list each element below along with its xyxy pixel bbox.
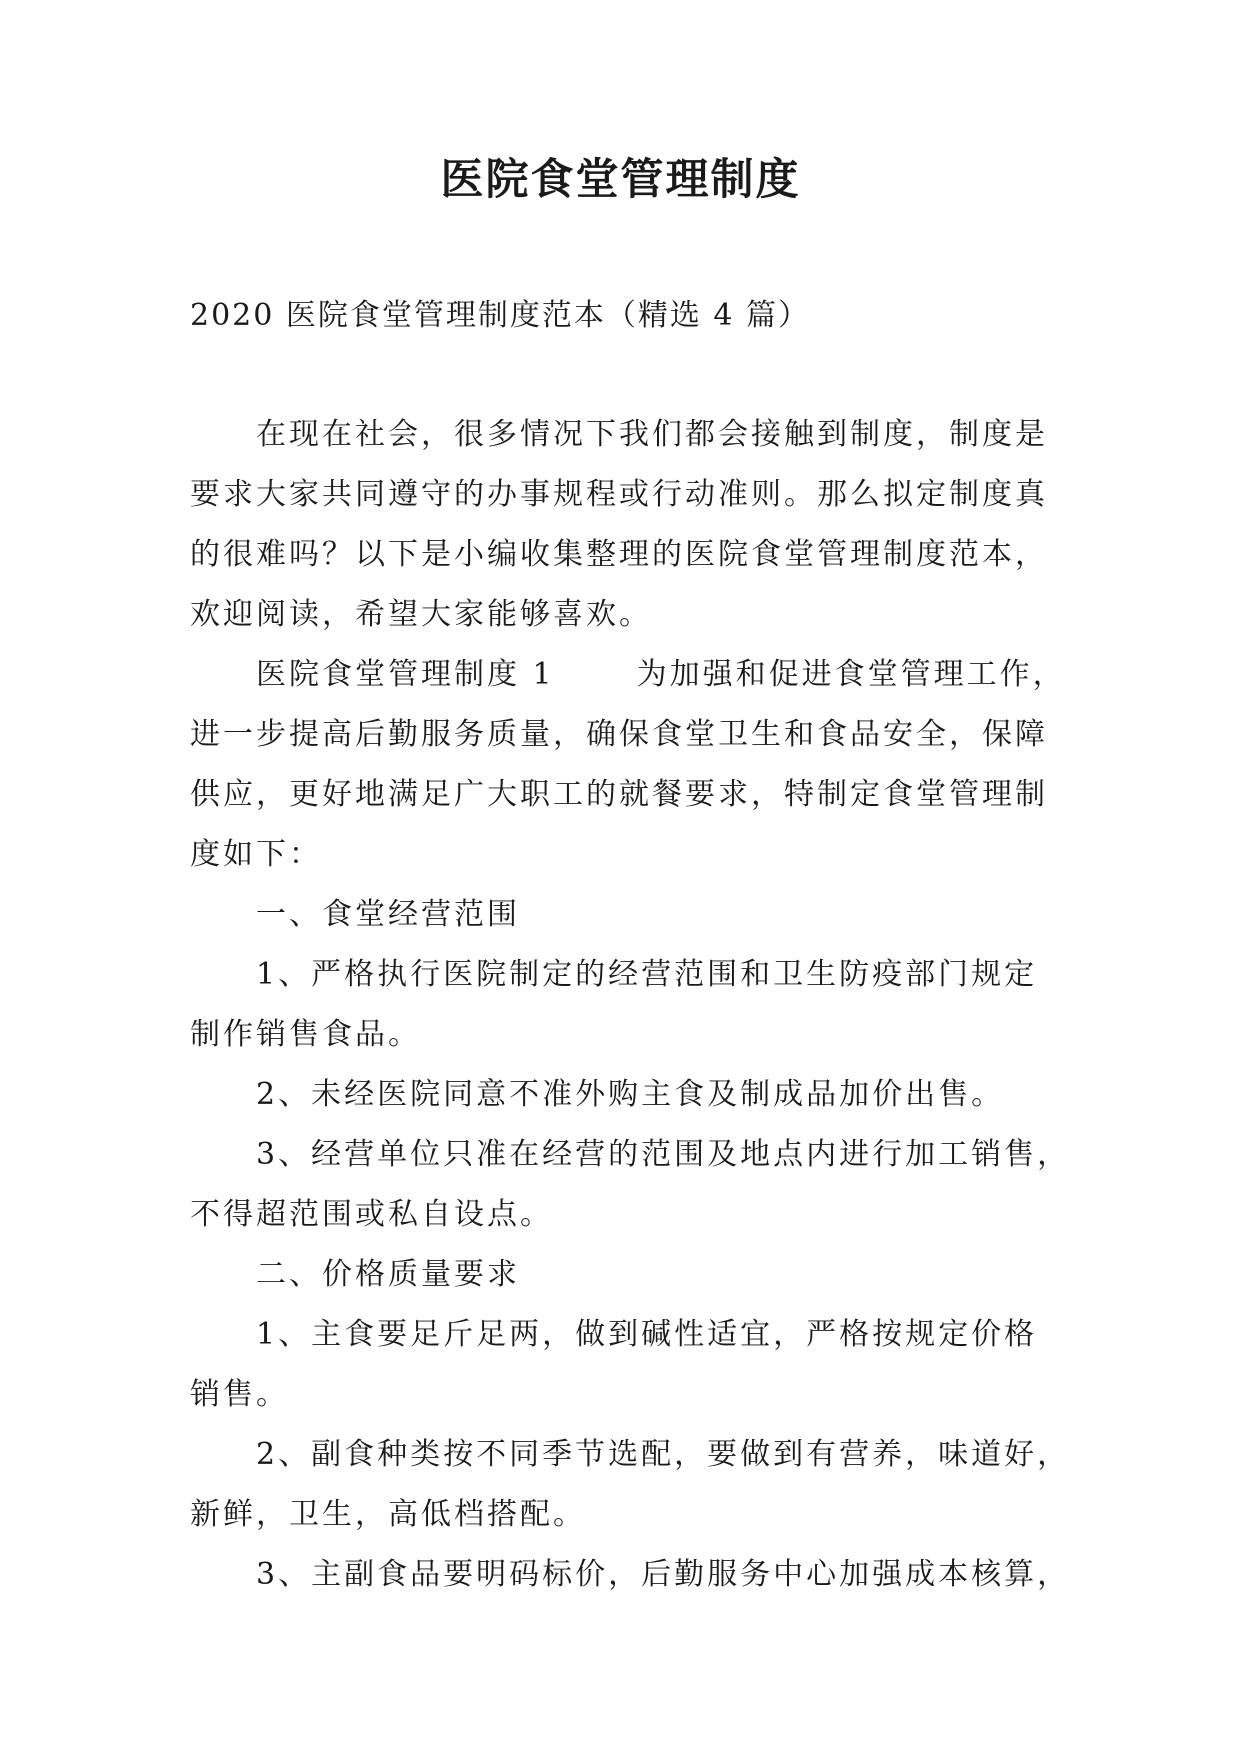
section-heading: 二、价格质量要求	[256, 1257, 520, 1292]
document-subtitle: 2020 医院食堂管理制度范本（精选 4 篇）	[190, 298, 811, 333]
document-title: 医院食堂管理制度	[440, 155, 801, 205]
text-line: 不得超范围或私自设点。	[190, 1197, 553, 1232]
text-line: 要求大家共同遵守的办事规程或行动准则。那么拟定制度真	[190, 477, 1048, 512]
text-line: 制作销售食品。	[190, 1017, 421, 1052]
text-line: 销售。	[190, 1377, 289, 1412]
section-heading-1: 医院食堂管理制度 1	[256, 657, 555, 692]
text-line	[190, 645, 1066, 705]
text-line: 2、未经医院同意不准外购主食及制成品加价出售。	[256, 1077, 1005, 1112]
text-line: 2、副食种类按不同季节选配，要做到有营养，味道好，	[256, 1437, 1071, 1472]
text-line: 进一步提高后勤服务质量，确保食堂卫生和食品安全，保障	[190, 717, 1048, 752]
text-line: 1、严格执行医院制定的经营范围和卫生防疫部门规定	[256, 957, 1038, 992]
text-line: 3、经营单位只准在经营的范围及地点内进行加工销售，	[256, 1137, 1071, 1172]
document-body	[190, 405, 1071, 1605]
text-line: 的很难吗？以下是小编收集整理的医院食堂管理制度范本，	[190, 537, 1048, 572]
text-line: 新鲜，卫生，高低档搭配。	[190, 1497, 586, 1532]
text-line: 在现在社会，很多情况下我们都会接触到制度，制度是	[256, 417, 1048, 452]
text-line: 欢迎阅读，希望大家能够喜欢。	[190, 597, 652, 632]
text-line: 度如下：	[190, 837, 322, 872]
section-heading: 一、食堂经营范围	[256, 897, 520, 932]
text-line: 3、主副食品要明码标价，后勤服务中心加强成本核算，	[256, 1557, 1071, 1592]
text-line: 供应，更好地满足广大职工的就餐要求，特制定食堂管理制	[190, 777, 1048, 812]
text-line: 1、主食要足斤足两，做到碱性适宜，严格按规定价格	[256, 1317, 1038, 1352]
section-intro: 为加强和促进食堂管理工作，	[636, 657, 1066, 692]
